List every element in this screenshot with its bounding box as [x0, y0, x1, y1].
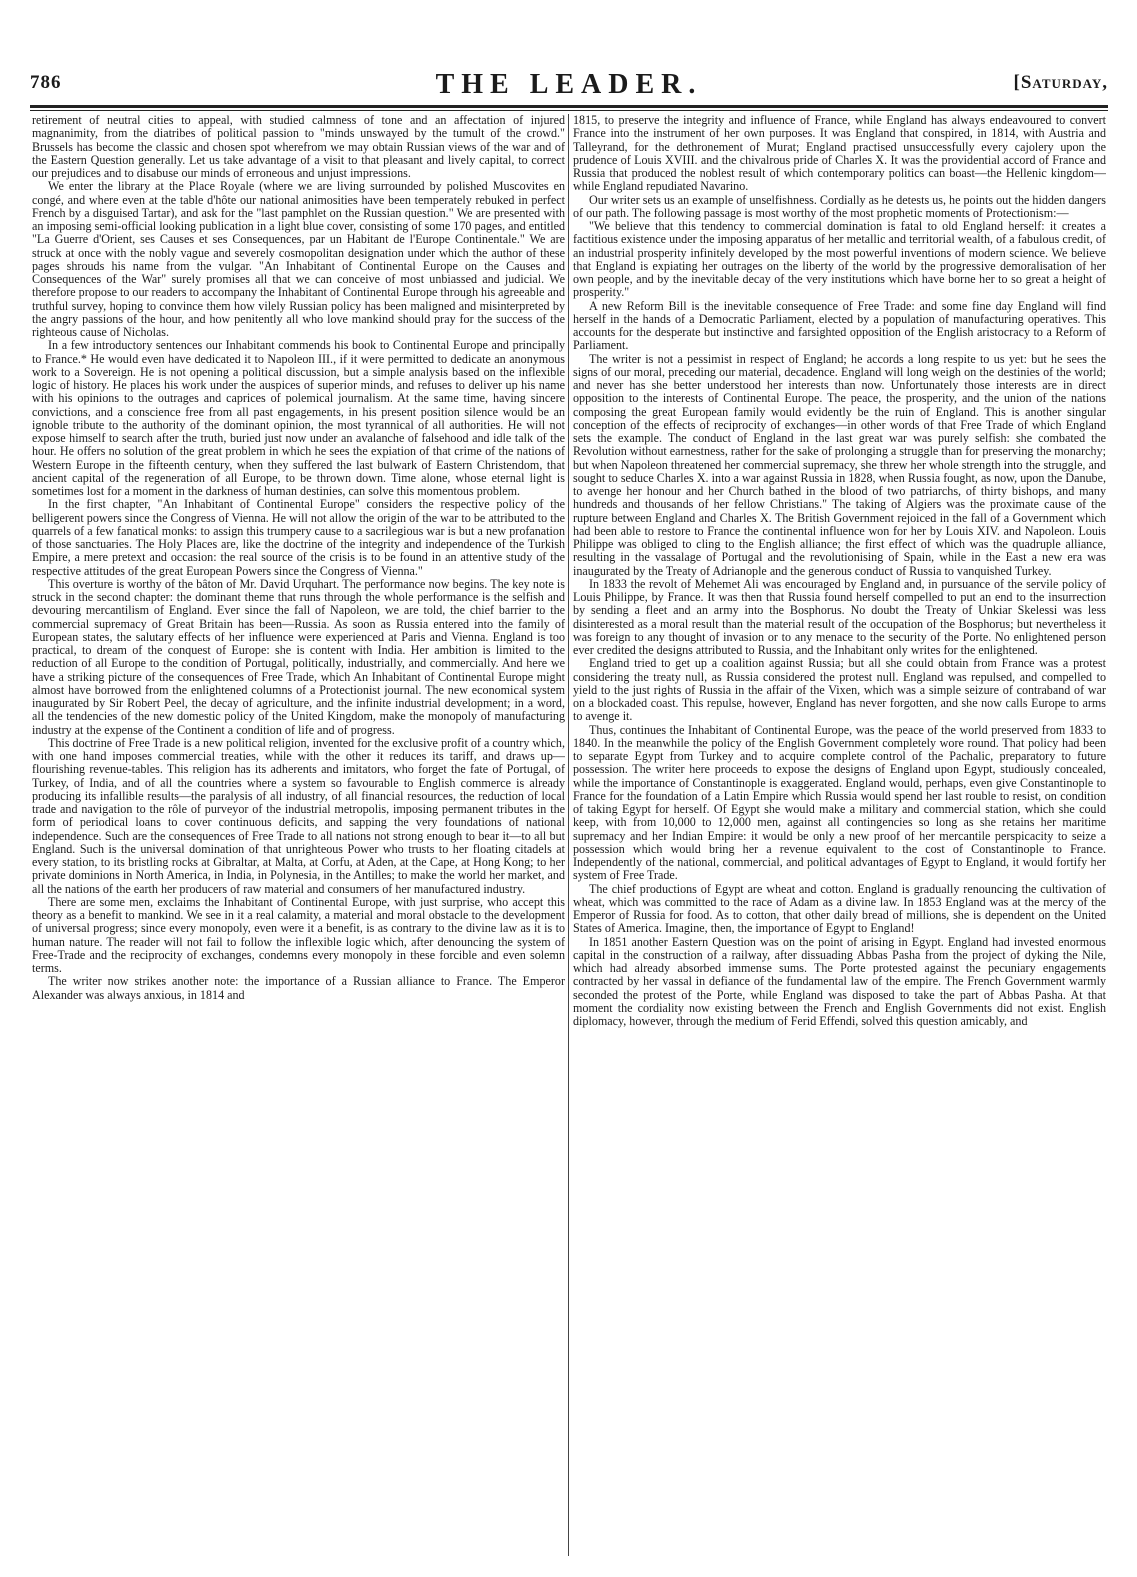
header-rule-thick — [30, 105, 1108, 108]
left-column — [32, 114, 565, 1556]
paragraph: In the first chapter, "An Inhabitant of Continental Europe" considers the respective policy of the belligerent powers since the Congress of Vienna. He will not allow the origin of the war to be attributed to the quarrels of a few fanatical monks: to assign this trumpery cause to a sacrilegious war is but a new profanation of those sanctuaries. The Holy Places are, like the doctrine of the integrity and independence of the Turkish Empire, a mere pretext and occasion: the real source of the crisis is to be found in an attentive study of the respective attitudes of the great European Powers since the Congress of Vienna." — [32, 497, 565, 578]
paragraph: A new Reform Bill is the inevitable consequence of Free Trade: and some fine day England will find herself in the hands of a Democratic Parliament, elected by a population of manufacturing operatives. This accounts for the desperate but instinctive and farsighted opposition of the English aristocracy to a Reform of Parliament. — [573, 298, 1106, 353]
page-number: 786 — [30, 72, 62, 93]
paragraph: This doctrine of Free Trade is a new political religion, invented for the exclusive profit of a country which, with one hand imposes commercial treaties, while with the other it reduces its tariff, and draws up—flourishing revenue-tables. This religion has its adherents and imitators, who forget the fate of Portugal, of Turkey, of India, and of all the countries where a system so favourable to English commerce is already producing its infallible results—the paralysis of all industry, of all financial resources, the reduction of local trade and navigation to the rôle of purveyor of the industrial metropolis, imposing permanent tributes in the form of periodical loans to cover continuous deficits, and sapping the very foundations of national independence. Such are the consequences of Free Trade to all nations not strong enough to bear it—to all but England. Such is the universal domination of that unrighteous Power who trusts to her floating citadels at every station, to its bristling rocks at Gibraltar, at Malta, at Corfu, at Aden, at the Cape, at Hong Kong; to her private dominions in North America, in India, in Polynesia, in the Antilles; to make the world her market, and all the nations of the earth her producers of raw material and consumers of her manufactured industry. — [32, 735, 565, 896]
header-rule-thin — [30, 110, 1108, 111]
paragraph: We enter the library at the Place Royale (where we are living surrounded by polished Muscovites en congé, and where even at the table d'hôte our national animosities have been temperately rebuked in perfect French by a disguised Tartar), and ask for the "last pamphlet on the Russian question." We are presented with an imposing semi-official looking publication in a light blue cover, consisting of some 170 pages, and entitled "La Guerre d'Orient, ses Causes et ses Consequences, par un Habitant de l'Europe Continentale." We are struck at once with the nobly vague and severely cosmopolitan designation under which the author of these pages shrouds his name from the vulgar. "An Inhabitant of Continental Europe on the Causes and Consequences of the War" surely promises all that we can conceive of most unbiassed and judicial. We therefore propose to our readers to accompany the Inhabitant of Continental Europe through his agreeable and truthful survey, hoping to convince them how vilely Russian policy has been maligned and misinterpreted by the angry passions of the hour, and how penitently all who love mankind should pray for the success of the righteous cause of Nicholas. — [32, 179, 565, 339]
paragraph: The writer is not a pessimist in respect of England; he accords a long respite to us yet: but he sees the signs of our moral, preceding our material, decadence. England will long weigh on the destinies of the world; and never has she better understood her interests than now. Unfortunately those interests are in direct opposition to the interests of Continental Europe. The peace, the prosperity, and the union of the nations composing the great European family would evidently be the ruin of England. This is another singular conception of the effects of reciprocity of exchanges—in other words of that Free Trade of which England sets the example. The conduct of England in the last great war was purely selfish: she combated the Revolution without earnestness, rather for the sake of prolonging a struggle than for preserving the monarchy; but when Napoleon threatened her commercial supremacy, she threw her whole strength into the struggle, and sought to seduce Charles X. into a war against Russia in 1828, when Russia fought, as now, upon the Danube, to avenge her honour and her Church bathed in the blood of two patriarchs, of thirty bishops, and many hundreds and thousands of her fellow Christians." The taking of Algiers was the proximate cause of the rupture between England and Charles X. The British Government rejoiced in the fall of a Government which had been able to restore to France the continental influence won for her by Louis XIV. and Napoleon. Louis Philippe was obliged to cling to the English alliance; the first effect of which was the quadruple alliance, resulting in the vassalage of Portugal and the revolutionising of Spain, while in the East a new era was inaugurated by the Treaty of Adrianople and the generous conduct of Russia to vanquished Turkey. — [573, 351, 1106, 578]
column-divider — [568, 114, 569, 1556]
paragraph: The chief productions of Egypt are wheat and cotton. England is gradually renouncing the cultivation of wheat, which was committed to the race of Adam as a divine law. In 1853 England was at the mercy of the Emperor of Russia for food. As to cotton, that other daily bread of millions, she is dependent on the United States of America. Imagine, then, the importance of Egypt to England! — [573, 881, 1106, 936]
paragraph: Thus, continues the Inhabitant of Continental Europe, was the peace of the world preserved from 1833 to 1840. In the meanwhile the policy of the English Government completely wore round. That policy had been to separate Egypt from Turkey and to acquire complete control of the Pachalic, preparatory to future possession. The writer here proceeds to expose the designs of England upon Egypt, studiously concealed, while the importance of Constantinople is exaggerated. England would, perhaps, even give Constantinople to France for the foundation of a Latin Empire which Russia would spend her last rouble to resist, on condition of taking Egypt for herself. Of Egypt she would make a military and commercial station, which she could keep, with from 10,000 to 12,000 men, against all contingencies so long as she retains her maritime supremacy and her Indian Empire: it would be only a new proof of her mercantile perspicacity to seize a possession which would bring her a revenue equivalent to the cost of Constantinople to France. Independently of the national, commercial, and political advantages of Egypt to England, it would fortify her system of Free Trade. — [573, 722, 1106, 883]
paragraph: In 1851 another Eastern Question was on the point of arising in Egypt. England had invested enormous capital in the construction of a railway, after dissuading Abbas Pasha from the project of dyking the Nile, which had already absorbed immense sums. The Porte protested against the pecuniary engagements contracted by her vassal in defiance of the fundamental law of the empire. The French Government warmly seconded the protest of the Porte, while England was disposed to take the part of Abbas Pasha. At that moment the cordiality now existing between the French and English Governments did not exist. English diplomacy, however, through the medium of Ferid Effendi, solved this question amicably, and — [573, 934, 1106, 1028]
paragraph: 1815, to preserve the integrity and influence of France, while England has always endeavoured to convert France into the instrument of her own purposes. It was England that conspired, in 1814, with Austria and Talleyrand, for the dethronement of Murat; England practised unsuccessfully every cajolery upon the prudence of Louis XVIII. and the chivalrous pride of Charles X. It was the providential accord of France and Russia that produced the noblest result of which contemporary politics can boast—the Hellenic kingdom—while England repudiated Navarino. — [573, 114, 1106, 194]
dateline: [Saturday, — [1013, 72, 1108, 93]
paragraph: retirement of neutral cities to appeal, with studied calmness of tone and an affectation of injured magnanimity, from the diatribes of political passion to "minds unswayed by the tumult of the crowd." Brussels has become the classic and chosen spot wherefrom we may obtain Russian views of the war and of the Eastern Question generally. Let us take advantage of a visit to that pleasant and lively capital, to correct our prejudices and to disabuse our minds of erroneous and unjust impressions. — [32, 114, 565, 180]
masthead-title: THE LEADER. — [435, 69, 703, 100]
paragraph: In 1833 the revolt of Mehemet Ali was encouraged by England and, in pursuance of the servile policy of Louis Philippe, by France. It was then that Russia found herself compelled to put an end to the insurrection by sending a fleet and an army into the Bosphorus. No doubt the Treaty of Unkiar Skelessi was less disinterested as a moral result than the material result of the occupation of the Bosphorus; but nevertheless it was foreign to any thought of invasion or to any menace to the security of the Porte. No enlightened person ever credited the designs attributed to Russia, and the Inhabitant only writes for the enlightened. — [573, 576, 1106, 657]
paragraph: In a few introductory sentences our Inhabitant commends his book to Continental Europe and principally to France.* He would even have dedicated it to Napoleon III., if it were permitted to dedicate an anonymous work to a Sovereign. He is not opening a political discussion, but a simple analysis based on the inflexible logic of history. He places his work under the auspices of superior minds, and refuses to deliver up his name with his opinions to the outrages and caprices of polemical journalism. At the same time, having sincere convictions, and a conscience free from all past engagements, in his present position silence would be an ignoble tribute to the authority of the dominant opinion, the most tyrannical of all authorities. He will not expose himself to search after the truth, buried just now under an avalanche of falsehood and idle talk of the hour. He offers no solution of the great problem in which he sees the expiation of that crime of the nations of Western Europe in the fifteenth century, when they suffered the last bulwark of Eastern Christendom, that ancient capital of the regeneration of all Europe, to be thrown down. Time alone, whose eternal light is sometimes lost for a moment in the darkness of human destinies, can solve this momentous problem. — [32, 338, 565, 498]
page-header — [30, 69, 1108, 104]
paragraph: This overture is worthy of the bâton of Mr. David Urquhart. The performance now begins. The key note is struck in the second chapter: the dominant theme that runs through the whole performance is the selfish and devouring mercantilism of England. Ever since the fall of Napoleon, we are told, the chief barrier to the commercial supremacy of Great Britain has been—Russia. As soon as Russia entered into the family of European states, the salutary effects of her influence were experienced at Paris and Vienna. England is too practical, to dream of the conquest of Europe: she is content with India. Her ambition is limited to the reduction of all Europe to the condition of Portugal, politically, industrially, and commercially. And here we have a striking picture of the consequences of Free Trade, which An Inhabitant of Continental Europe might almost have borrowed from the enlightened columns of a Protectionist journal. The new economical system inaugurated by Sir Robert Peel, the decay of agriculture, and the infinite industrial development; in a word, all the tendencies of the new domestic policy of the United Kingdom, make the monopoly of manufacturing industry at the expense of the Continent a condition of life and of progress. — [32, 576, 565, 737]
paragraph: There are some men, exclaims the Inhabitant of Continental Europe, with just surprise, who accept this theory as a benefit to mankind. We see in it a real calamity, a material and moral obstacle to the development of universal progress; since every monopoly, even were it a benefit, is as contrary to the divine law as it is to human nature. The reader will not fail to follow the inflexible logic which, after denouncing the system of Free-Trade and the reciprocity of exchanges, condemns every monopoly in these forcible and even solemn terms. — [32, 894, 565, 975]
paragraph: England tried to get up a coalition against Russia; but all she could obtain from France was a protest considering the treaty null, as Russia considered the protest null. England was repulsed, and compelled to yield to the just rights of Russia in the affair of the Vixen, which was a simple seizure of contraband of war on a blockaded coast. This repulse, however, England has never forgotten, and she now calls Europe to arms to avenge it. — [573, 656, 1106, 724]
right-column — [573, 114, 1106, 1556]
paragraph: The writer now strikes another note: the importance of a Russian alliance to France. The Emperor Alexander was always anxious, in 1814 and — [32, 974, 565, 1002]
quotation-paragraph: "We believe that this tendency to commercial domination is fatal to old England herself: it creates a factitious existence under the imposing apparatus of her metallic and territorial wealth, of a fabulous credit, of an industrial prosperity infinitely developed by the most powerful inventions of modern science. We believe that England is expiating her outrages on the liberty of the world by the progressive demoralisation of her own people, and by the inevitable decay of the very institutions which have borne her to so great a height of prosperity." — [573, 219, 1106, 300]
paragraph: Our writer sets us an example of unselfishness. Cordially as he detests us, he points out the hidden dangers of our path. The following passage is most worthy of the most prophetic moments of Protectionism:— — [573, 192, 1106, 220]
